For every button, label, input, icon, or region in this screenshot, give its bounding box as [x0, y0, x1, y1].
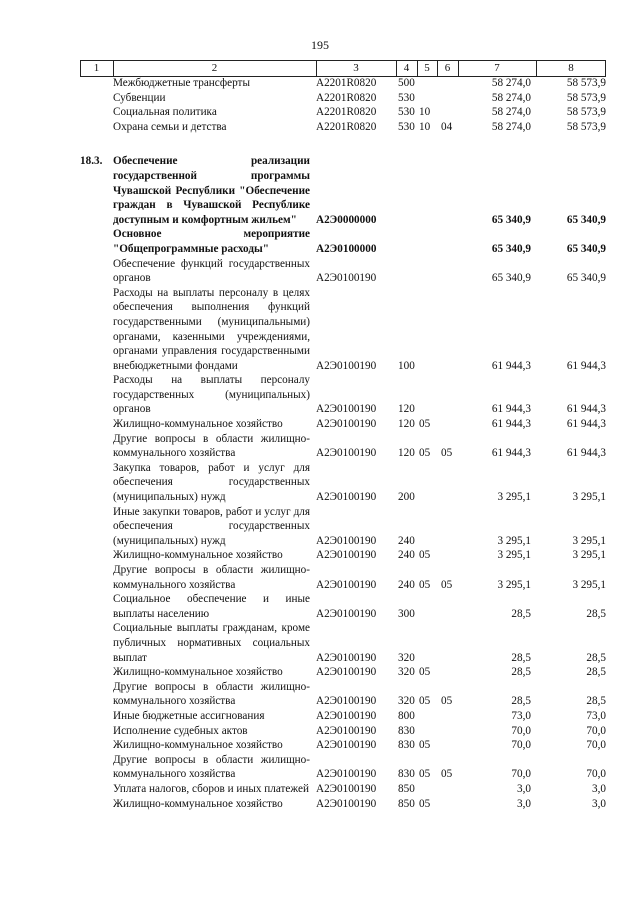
row-code: А2Э0000000	[316, 213, 377, 226]
row-col6: 05	[441, 695, 453, 708]
row-col7: 28,5	[511, 695, 531, 708]
header-col-6: 6	[444, 62, 451, 74]
table-row	[80, 782, 606, 797]
table-row	[80, 417, 606, 432]
row-col8: 28,5	[586, 651, 606, 664]
row-col8: 58 573,9	[566, 77, 606, 89]
row-col4: 530	[398, 91, 415, 104]
row-col7: 58 274,0	[491, 91, 531, 104]
row-name: Расходы на выплаты персоналу государственных (муниципальных) органов	[113, 374, 310, 416]
row-col4: 120	[398, 403, 415, 416]
table-row	[80, 738, 606, 753]
row-col8: 70,0	[586, 724, 606, 737]
row-code: А2Э0100190	[316, 534, 377, 547]
row-col7: 58 274,0	[491, 77, 531, 89]
row-code: А2Э0100190	[316, 491, 377, 504]
row-col4: 120	[398, 447, 415, 460]
row-code: А2Э0100190	[316, 666, 377, 679]
row-col8: 58 573,9	[566, 106, 606, 119]
row-col8: 65 340,9	[566, 213, 606, 226]
row-col7: 3,0	[517, 782, 531, 795]
table-row	[80, 105, 606, 120]
table-row	[80, 563, 606, 592]
row-code: А2Э0100190	[316, 651, 377, 664]
row-code: А2Э0100190	[316, 549, 377, 562]
table-row	[80, 373, 606, 417]
row-col4: 830	[398, 739, 415, 752]
row-col4: 320	[398, 651, 415, 664]
header-col-7: 7	[494, 62, 500, 74]
row-col7: 28,5	[511, 607, 531, 620]
table-row	[80, 548, 606, 563]
header-col-4: 4	[403, 62, 410, 74]
row-name: Расходы на выплаты персоналу в целях обеспечения выполнения функций государственными (муниципальными) органами, казенными учреждениями, органами управления государственными внебюджетными фондами	[113, 286, 310, 372]
row-code: А2Э0100190	[316, 797, 377, 810]
table-row	[80, 286, 606, 374]
row-col4: 830	[398, 724, 415, 737]
row-col8: 61 944,3	[566, 403, 606, 416]
row-col7: 65 340,9	[491, 242, 531, 255]
row-name: Социальное обеспечение и иные выплаты населению	[113, 593, 310, 620]
row-col7: 61 944,3	[491, 447, 531, 460]
row-code: А2Э0100000	[316, 242, 377, 255]
table-row	[80, 154, 606, 227]
row-col7: 61 944,3	[491, 418, 531, 431]
table-row	[80, 709, 606, 724]
row-name: Уплата налогов, сборов и иных платежей	[113, 782, 309, 795]
row-code: А2Э0100190	[316, 709, 377, 722]
row-col4: 240	[398, 534, 415, 547]
row-col8: 58 573,9	[566, 91, 606, 104]
row-name: Обеспечение реализации государственной программы Чувашской Республики "Обеспечение граждан в Чувашской Республике доступным и комфортным жильем"	[113, 155, 310, 226]
row-col7: 28,5	[511, 666, 531, 679]
row-col4: 530	[398, 106, 415, 119]
row-col8: 3 295,1	[572, 491, 606, 504]
row-col4: 100	[398, 359, 415, 372]
row-name: Межбюджетные трансферты	[113, 77, 250, 89]
table-header	[80, 60, 606, 77]
table-row	[80, 120, 606, 135]
budget-table-body	[80, 76, 606, 811]
row-col4: 830	[398, 768, 415, 781]
row-col4: 120	[398, 418, 415, 431]
row-col5: 05	[419, 418, 431, 431]
header-col-8: 8	[568, 62, 574, 74]
row-col6: 05	[441, 447, 453, 460]
row-col8: 3 295,1	[572, 578, 606, 591]
table-row	[80, 621, 606, 665]
table-row	[80, 680, 606, 709]
row-code: А2Э0100190	[316, 607, 377, 620]
row-col7: 3 295,1	[497, 549, 531, 562]
row-name: Другие вопросы в области жилищно-коммунального хозяйства	[113, 680, 310, 708]
header-col-1: 1	[93, 62, 100, 74]
row-code: А2Э0100190	[316, 447, 377, 460]
row-col8: 3 295,1	[572, 549, 606, 562]
row-name: Другие вопросы в области жилищно-коммунального хозяйства	[113, 564, 310, 591]
header-col-2: 2	[211, 62, 218, 74]
row-col4: 500	[398, 77, 415, 89]
row-name: Основное мероприятие "Общепрограммные расходы"	[113, 228, 310, 255]
row-col4: 200	[398, 491, 415, 504]
row-code: А2201R0820	[316, 120, 377, 133]
row-col4: 240	[398, 549, 415, 562]
row-col7: 3 295,1	[497, 534, 531, 547]
row-code: А2Э0100190	[316, 272, 377, 285]
row-name: Иные закупки товаров, работ и услуг для обеспечения государственных (муниципальных) нужд	[113, 505, 310, 547]
row-col5: 05	[419, 695, 431, 708]
row-name: Жилищно-коммунальное хозяйство	[113, 797, 283, 810]
row-col5: 10	[419, 120, 431, 133]
row-col7: 61 944,3	[491, 403, 531, 416]
row-col7: 70,0	[511, 739, 531, 752]
row-name: Жилищно-коммунальное хозяйство	[113, 666, 283, 679]
row-col7: 28,5	[511, 651, 531, 664]
header-col-3: 3	[353, 62, 359, 74]
row-col5: 10	[419, 106, 431, 119]
row-col7: 73,0	[511, 709, 531, 722]
row-col4: 320	[398, 666, 415, 679]
table-row	[80, 753, 606, 782]
row-col8: 61 944,3	[566, 359, 606, 372]
row-name: Социальные выплаты гражданам, кроме публичных нормативных социальных выплат	[113, 622, 310, 664]
row-number: 18.3.	[80, 155, 103, 168]
row-col6: 05	[441, 578, 453, 591]
row-col7: 58 274,0	[491, 120, 531, 133]
row-col5: 05	[419, 739, 431, 752]
row-col8: 61 944,3	[566, 447, 606, 460]
row-col4: 850	[398, 782, 415, 795]
page-number: 195	[311, 38, 329, 52]
row-col7: 65 340,9	[491, 213, 531, 226]
row-col4: 300	[398, 607, 415, 620]
row-col7: 61 944,3	[491, 359, 531, 372]
row-code: А2Э0100190	[316, 768, 377, 781]
row-col4: 530	[398, 120, 415, 133]
row-code: А2201R0820	[316, 77, 377, 89]
row-col7: 70,0	[511, 768, 531, 781]
row-col7: 70,0	[511, 724, 531, 737]
row-name: Социальная политика	[113, 106, 217, 119]
row-code: А2Э0100190	[316, 724, 377, 737]
row-col7: 58 274,0	[491, 106, 531, 119]
table-row	[80, 432, 606, 461]
row-name: Жилищно-коммунальное хозяйство	[113, 549, 283, 562]
row-name: Обеспечение функций государственных органов	[113, 257, 310, 285]
table-row	[80, 797, 606, 812]
row-col7: 3,0	[517, 797, 531, 810]
row-col4: 320	[398, 695, 415, 708]
row-code: А2Э0100190	[316, 359, 377, 372]
row-col8: 3,0	[592, 782, 606, 795]
table-row	[80, 724, 606, 739]
row-col7: 3 295,1	[497, 578, 531, 591]
row-code: А2Э0100190	[316, 418, 377, 431]
row-col8: 58 573,9	[566, 120, 606, 133]
row-col8: 70,0	[586, 739, 606, 752]
row-col5: 05	[419, 797, 431, 810]
row-name: Исполнение судебных актов	[113, 724, 248, 737]
row-code: А2Э0100190	[316, 695, 377, 708]
row-col6: 04	[441, 120, 453, 133]
row-name: Жилищно-коммунальное хозяйство	[113, 418, 283, 431]
row-name: Охрана семьи и детства	[113, 120, 227, 133]
row-col6: 05	[441, 768, 453, 781]
header-col-5: 5	[424, 62, 430, 74]
row-code: А2Э0100190	[316, 403, 377, 416]
table-row	[80, 665, 606, 680]
row-col8: 3 295,1	[572, 534, 606, 547]
row-col8: 28,5	[586, 607, 606, 620]
table-row	[80, 91, 606, 106]
row-col8: 70,0	[586, 768, 606, 781]
row-col8: 28,5	[586, 695, 606, 708]
row-col7: 3 295,1	[497, 491, 531, 504]
row-col8: 73,0	[586, 709, 606, 722]
row-col8: 28,5	[586, 666, 606, 679]
row-code: А2201R0820	[316, 106, 377, 119]
row-code: А2Э0100190	[316, 739, 377, 752]
row-col7: 65 340,9	[491, 272, 531, 285]
row-col4: 850	[398, 797, 415, 810]
row-col5: 05	[419, 578, 431, 591]
row-col4: 800	[398, 709, 415, 722]
table-row	[80, 76, 606, 91]
row-name: Закупка товаров, работ и услуг для обеспечения государственных (муниципальных) нужд	[113, 461, 310, 504]
row-col8: 3,0	[592, 797, 606, 810]
table-row	[80, 227, 606, 256]
table-row	[80, 505, 606, 549]
row-col4: 240	[398, 578, 415, 591]
table-row	[80, 592, 606, 621]
row-col5: 05	[419, 768, 431, 781]
row-name: Другие вопросы в области жилищно-коммунального хозяйства	[113, 753, 310, 781]
row-name: Субвенции	[113, 91, 166, 104]
table-row	[80, 461, 606, 505]
row-name: Иные бюджетные ассигнования	[113, 709, 265, 722]
row-col8: 61 944,3	[566, 418, 606, 431]
row-col5: 05	[419, 447, 431, 460]
row-name: Другие вопросы в области жилищно-коммунального хозяйства	[113, 432, 310, 460]
row-name: Жилищно-коммунальное хозяйство	[113, 739, 283, 752]
row-col8: 65 340,9	[566, 272, 606, 285]
table-row	[80, 257, 606, 286]
row-col5: 05	[419, 549, 431, 562]
row-code: А2201R0820	[316, 91, 377, 104]
row-code: А2Э0100190	[316, 578, 377, 591]
row-code: А2Э0100190	[316, 782, 377, 795]
row-col8: 65 340,9	[566, 242, 606, 255]
row-col5: 05	[419, 666, 431, 679]
